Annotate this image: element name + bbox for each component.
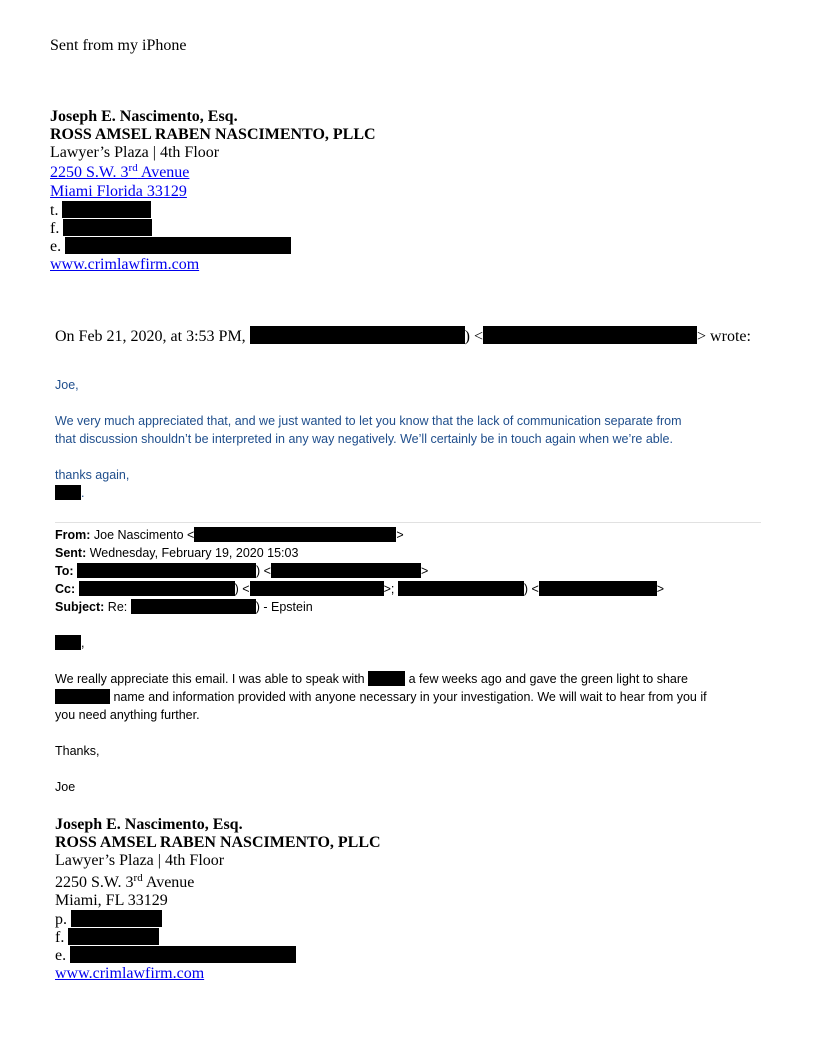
redaction-block	[194, 527, 396, 542]
redaction-block	[79, 581, 235, 596]
to-end: >	[420, 564, 429, 578]
original-greeting	[55, 634, 84, 652]
sig1-name: Joseph E. Nascimento, Esq.	[50, 108, 238, 125]
sig1-street-pre: 2250 S.W. 3	[50, 164, 129, 181]
quote-header	[55, 326, 751, 346]
redaction-block	[539, 581, 657, 596]
from-row	[55, 526, 404, 544]
redaction-block	[68, 928, 159, 945]
from-end: >	[396, 528, 404, 542]
sig2-phone-label: p.	[55, 911, 67, 928]
cc-mid-3: ) <	[523, 582, 539, 596]
redaction-block	[368, 671, 405, 686]
redaction-block	[131, 599, 256, 614]
sig1-website-link[interactable]: www.crimlawfirm.com	[50, 256, 200, 273]
sig1-street-sup: rd	[128, 162, 138, 174]
sig1-street-link[interactable]	[50, 164, 189, 182]
cc-label: Cc:	[55, 582, 76, 596]
cc-mid-1: ) <	[234, 582, 250, 596]
original-greeting-comma: ,	[81, 636, 85, 650]
quote-header-mid: ) <	[464, 328, 484, 345]
sig2-phone-row	[55, 910, 162, 929]
to-label: To:	[55, 564, 74, 578]
subject-row	[55, 598, 313, 616]
reply-closing: thanks again,	[55, 468, 130, 482]
original-body-l1b: a few weeks ago and gave the green light to share	[408, 672, 688, 686]
sig2-email-row	[55, 946, 296, 965]
sent-label: Sent:	[55, 546, 87, 560]
sig2-fax-label: f.	[55, 929, 65, 946]
original-thanks: Thanks,	[55, 744, 100, 758]
cc-mid-2: >;	[383, 582, 395, 596]
sig2-street-post: Avenue	[142, 874, 195, 891]
to-row	[55, 562, 428, 580]
redaction-block	[271, 563, 421, 578]
sig2-fax-row	[55, 928, 159, 947]
redaction-block	[483, 326, 697, 344]
sig1-phone-row	[50, 201, 151, 220]
sig2-city: Miami, FL 33129	[55, 892, 168, 909]
sig1-firm: ROSS AMSEL RABEN NASCIMENTO, PLLC	[50, 126, 376, 143]
sig1-phone-label: t.	[50, 202, 59, 219]
redaction-block	[55, 485, 81, 500]
to-mid: ) <	[256, 564, 271, 578]
original-signoff: Joe	[55, 780, 76, 794]
sig2-firm: ROSS AMSEL RABEN NASCIMENTO, PLLC	[55, 834, 381, 851]
from-value: Joe Nascimento <	[93, 528, 195, 542]
reply-body-line-1: We very much appreciated that, and we just wanted to let you know that the lack of communication separate from	[55, 414, 682, 428]
original-body-l1a: We really appreciate this email. I was able to speak with	[55, 672, 365, 686]
original-body-line-1	[55, 670, 688, 688]
sig1-fax-row	[50, 219, 152, 238]
subject-post: ) - Epstein	[255, 600, 313, 614]
cc-end: >	[656, 582, 665, 596]
sig2-email-label: e.	[55, 947, 67, 964]
sig2-building: Lawyer’s Plaza | 4th Floor	[55, 852, 225, 869]
sig1-city-link[interactable]: Miami Florida 33129	[50, 183, 187, 200]
original-body-line-3: you need anything further.	[55, 708, 200, 722]
sig1-email-row	[50, 237, 291, 256]
quote-header-prefix: On Feb 21, 2020, at 3:53 PM,	[55, 328, 246, 345]
redaction-block	[65, 237, 291, 254]
sig2-website-link[interactable]: www.crimlawfirm.com	[55, 965, 205, 982]
redaction-block	[55, 635, 81, 650]
cc-row	[55, 580, 664, 598]
sig2-street-sup: rd	[133, 872, 143, 884]
redaction-block	[77, 563, 256, 578]
subject-pre: Re:	[107, 600, 128, 614]
sig2-street	[55, 874, 194, 892]
sig1-email-label: e.	[50, 238, 62, 255]
sent-row	[55, 544, 298, 562]
redaction-block	[398, 581, 524, 596]
sent-from-iphone: Sent from my iPhone	[50, 37, 187, 54]
redaction-block	[250, 326, 465, 344]
original-body-l2: name and information provided with anyone necessary in your investigation. We will wait to hear from you if	[113, 690, 707, 704]
redaction-block	[71, 910, 162, 927]
reply-greeting: Joe,	[55, 378, 79, 392]
sent-value: Wednesday, February 19, 2020 15:03	[89, 546, 299, 560]
sig2-street-pre: 2250 S.W. 3	[55, 874, 134, 891]
reply-body-line-2: that discussion shouldn’t be interpreted in any way negatively. We’ll certainly be in touch again when we’re able.	[55, 432, 673, 446]
sig1-building: Lawyer’s Plaza | 4th Floor	[50, 144, 220, 161]
original-body-line-2	[55, 688, 707, 706]
subject-label: Subject:	[55, 600, 105, 614]
message-divider	[55, 522, 761, 523]
reply-signer	[55, 484, 84, 502]
sig2-name: Joseph E. Nascimento, Esq.	[55, 816, 243, 833]
quote-header-suffix: > wrote:	[697, 328, 751, 345]
sig1-fax-label: f.	[50, 220, 60, 237]
from-label: From:	[55, 528, 91, 542]
redaction-block	[250, 581, 384, 596]
redaction-block	[55, 689, 110, 704]
redaction-block	[70, 946, 296, 963]
sig1-street-post: Avenue	[137, 164, 190, 181]
redaction-block	[63, 219, 152, 236]
redaction-block	[62, 201, 151, 218]
reply-period: .	[81, 486, 85, 500]
